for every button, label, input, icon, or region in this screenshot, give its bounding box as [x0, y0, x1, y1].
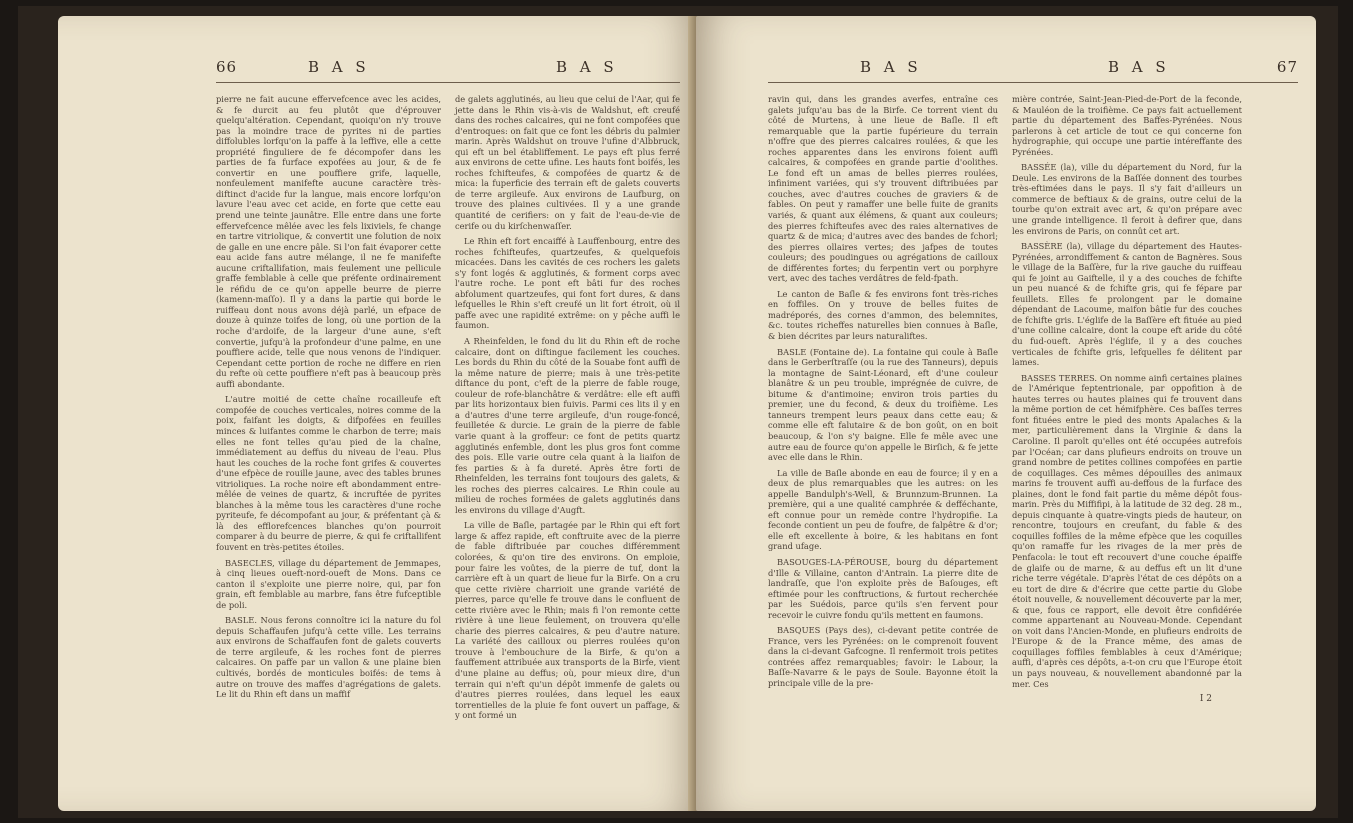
header-right-col1: B A S: [860, 58, 922, 76]
paragraph: Le Rhin eft fort encaiffé à Lauffenbourg, entre des roches fchifteufes, quartzeufes, & quelquefois micacées. Dans les cavités de ces rochers les galets s'y font logés & agglutinés, & forment corps avec l'autre roche. Le pont eft bâti fur des roches abfolument quartzeufes, qui font fort dures, & dans lefquelles le Rhin s'eft creufé un lit fort étroit, où il paffe avec une rapidité extrême: on y pêche auffi le faumon.: [455, 236, 680, 331]
entry-bassere: BASSÈRE (la), village du département des Hautes-Pyrénées, arrondiffement & canton de Bagnères. Sous le village de la Baſſère, fur la rive gauche du ruiffeau qui fe joint au Gaiftelle, il y a des couches de fchifte un peu nuancé & de fchifte gris, qui fe fépare par feuillets. Elles fe prolongent par le domaine dépendant de Lacoume, maifon bâtie fur des couches de fchifte gris. L'églife de la Baſſère eft fituée au pied d'une colline calcaire, dont la coupe eft aride du côté du fud-oueft. Après l'églife, il y a des couches verticales de fchifte gris, lefquelles fe délitent par lames.: [1012, 241, 1242, 368]
paragraph: pierre ne fait aucune effervefcence avec les acides, & fe durcit au feu plutôt que d'éprouver quelqu'altération. Cependant, quoiqu'on n'y trouve pas la moindre trace de pyrites ni de parties diffolubles lorfqu'on la paffe à la leffive, elle a cette propriété finguliere de fe décompofer dans les parties de fa furface expofées au jour, & de fe convertir en une pouffiere grife, laquelle, nonfeulement manifefte aucune caractère très-diftinct d'acide fur la langue, mais encore lorfqu'on lavure l'eau avec cet acide, en forte que cette eau prend une teinte jaunâtre. Elle entre dans une forte effervefcence mêlée avec les fels lixiviels, fe change en tartre vitriolique, & convertit une folution de noix de galle en une encre pâle. Si l'on fait évaporer cette eau acide fans autre mélange, il ne fe manifefte aucune criftallifation, mais feulement une pellicule graffe femblable à celle que préfente ordinairement le réfidu de ce qu'on appelle beurre de pierre (kamenn-maſſo). Il y a dans la partie qui borde le ruiffeau dont nous avons déjà parlé, un efpace de douze à quinze toifes de long, où une portion de la roche d'ardoife, de la largeur d'une aune, s'eft convertie, jufqu'à la profondeur d'une palme, en une pouffiere acide, telle que nous venons de l'indiquer. Cependant cette portion de roche ne differe en rien du refte où cette pouffiere n'eft pas à beaucoup près auffi abondante.: [216, 94, 441, 389]
paragraph: de galets agglutinés, au lieu que celui de l'Aar, qui fe jette dans le Rhin vis-à-vis de Waldshut, eft creufé dans des roches calcaires, qui ne font compofées que d'entroques: on fait que ce font les débris du palmier marin. Après Waldshut on trouve l'ufine d'Albbruck, qui eft un bel établiffement. Le pays eft plus ferré aux environs de cette ufine. Les hauts font boifés, les roches fchifteufes, & compofées de quartz & de mica: la fuperficie des terrain eft de galets couverts de terre argileufe. Aux environs de Laufburg, on trouve des plaines cultivées. Il y a une grande quantité de cerifiers: on y fait de l'eau-de-vie de cerife ou du kirſchenwaſſer.: [455, 94, 680, 231]
right-page-col1: [768, 94, 998, 705]
signature-mark: I 2: [1199, 694, 1212, 705]
paragraph: A Rheinfelden, le fond du lit du Rhin eft de roche calcaire, dont on diftingue facilement les couches. Les bords du Rhin du côté de la Souabe font auffi de la même nature de pierre; mais à une très-petite diftance du pont, c'eft de la pierre de fable rouge, couleur de rofe-blanchâtre & verdâtre: elle eft auffi par lits horizontaux bien fuivis. Parmi ces lits il y en a d'autres d'une terre argileufe, d'un rouge-foncé, feuilletée & durcie. Le grain de la pierre de fable varie quant à la groffeur: ce font de petits quartz agglutinés enfemble, dont les plus gros font comme des pois. Elle varie outre cela quant à la liaifon de fes parties & à fa dureté. Après être forti de Rheinfelden, les terrains font toujours des galets, & les roches des pierres calcaires. Le Rhin coule au milieu de roches formées de galets agglutinés dans les environs du village d'Augft.: [455, 336, 680, 515]
page-number-right: 67: [1276, 58, 1298, 76]
page-number-left: 66: [216, 58, 238, 76]
left-page-col1: [216, 94, 441, 726]
right-page: [696, 16, 1316, 811]
header-rule: [216, 82, 680, 83]
left-columns: [216, 94, 680, 726]
paragraph: mière contrée, Saint-Jean-Pied-de-Port de la feconde, & Mauléon de la troifième. Ce pays fait actuellement partie du département des Baffes-Pyrénées. Nous parlerons à cet article de tout ce qui concerne fon hydrographie, qui occupe une partie intéreffante des Pyrénées.: [1012, 94, 1242, 157]
header-left-col1: B A S: [308, 58, 370, 76]
entry-basle-fontaine: BASLE (Fontaine de). La fontaine qui coule à Baſle dans le Gerberſtraſſe (ou la rue des Tanneurs), depuis la montagne de Saint-Léonard, eft d'une couleur blanâtre & un peu trouble, imprégnée de cuivre, de bitume & d'antimoine; environ trois parties du premier, une du fecond, & deux du troifième. Les tanneurs trempent leurs peaux dans cette eau; & comme elle eft falutaire & de bon goût, on en boit beaucoup, & l'on s'y baigne. Elle fe mêle avec une autre eau de fource qu'on appelle le Birſich, & fe jette avec elle dans le Rhin.: [768, 346, 998, 463]
header-left-col2: B A S: [556, 58, 618, 76]
paragraph: L'autre moitié de cette chaîne rocailleufe eft compofée de couches verticales, noires comme de la poix, faifant les doigts, & difpofées en feuilles minces & luifantes comme le charbon de terre; mais elles ne font telles qu'au pied de la chaîne, immédiatement au deffus du niveau de l'eau. Plus haut les couches de la roche font grifes & couvertes d'une efpèce de rouille jaune, avec des tables brunes vitrioliques. La roche noire eft abondamment entre-mêlée de veines de quartz, & incruftée de pyrites blanches à la même tous les caractères d'une roche pyriteufe, fe décompofant au jour, & préfentant çà & là des efflorefcences blanches qu'on pourroit comparer à du beurre de pierre, & qui fe criftallifent fouvent en très-petites étoiles.: [216, 394, 441, 552]
right-page-col2: [1012, 94, 1242, 705]
right-running-header: [768, 58, 1298, 84]
header-rule: [768, 82, 1298, 83]
paragraph: La ville de Baſle abonde en eau de fource; il y en a deux de plus remarquables que les autres: on les appelle Bandulph's-Well, & Brunnzum-Brunnen. La première, qui a une qualité camphrée & defféchante, eft connue pour un remède contre l'hydropifie. La feconde contient un peu de foufre, de falpêtre & d'or; elle eft excellente à boire, & les habitans en font grand ufage.: [768, 467, 998, 552]
entry-basecles: BASECLES, village du département de Jemmapes, à cinq lieues oueft-nord-oueft de Mons. Dans ce canton il s'exploite une pierre noire, qui, par fon grain, eft femblable au marbre, fans être fufceptible de poli.: [216, 557, 441, 610]
entry-basques: BASQUES (Pays des), ci-devant petite contrée de France, vers les Pyrénées: on le comprenoit fouvent dans la ci-devant Gafcogne. Il renfermoit trois petites contrées affez remarquables; favoir: le Labour, la Baſſe-Navarre & le pays de Soule. Bayonne étoit la principale ville de la pre-: [768, 625, 998, 688]
right-columns: [768, 94, 1298, 705]
left-running-header: [216, 58, 680, 84]
left-page: [58, 16, 698, 811]
entry-bassee: BASSÉE (la), ville du département du Nord, fur la Deule. Les environs de la Baſſée donnent des tourbes très-eftimées dans le pays. Il s'y fait d'ailleurs un commerce de beftiaux & de grains, outre celui de la tourbe qu'on extrait avec art, & qu'on prépare avec une grande intelligence. Il feroit à defirer que, dans les environs de Paris, on connût cet art.: [1012, 162, 1242, 236]
paragraph: Le canton de Baſle & fes environs font très-riches en foffiles. On y trouve de belles fuites de madréporés, des cornes d'ammon, des belemnites, &c. toutes richeffes naturelles bien connues à Baſle, & bien décrites par leurs naturaliftes.: [768, 288, 998, 342]
paragraph: La ville de Baſle, partagée par le Rhin qui eft fort large & affez rapide, eft conftruite avec de la pierre de fable diftribuée par couches différemment colorées, & qu'on tire des environs. On emploie, pour faire les voûtes, de la pierre de tuf, dont la carrière eft à un quart de lieue fur la Birfe. On a cru que cette rivière charrioit une grande variété de pierres, parce qu'elle fe trouve dans le confluent de cette rivière avec le Rhin; mais fi l'on remonte cette rivière à une lieue feulement, on trouvera qu'elle charie des pierres calcaires, & peu d'autre nature. La variété des cailloux ou pierres roulées qu'on trouve à l'embouchure de la Birfe, & qu'on a fauffement attribuée aux transports de la Birfe, vient d'une plaine au deffus; où, pour mieux dire, d'un terrain qui n'eft qu'un dépôt immenfe de galets ou d'autres pierres roulées, dans lequel les eaux torrentielles de la pluie fe font ouvert un paffage, & y ont formé un: [455, 520, 680, 721]
entry-basouges: BASOUGES-LA-PÉROUSE, bourg du département d'Ille & Villaine, canton d'Antrain. La pierre dite de landraſſe, que l'on exploite près de Baſouges, eft eftimée pour les conftructions, & furtout recherchée par les Suédois, parce qu'ils s'en fervent pour recevoir le cuivre fondu qu'ils mettent en faumons.: [768, 556, 998, 620]
header-right-col2: B A S: [1108, 58, 1170, 76]
open-book: [18, 6, 1338, 818]
left-page-col2: [455, 94, 680, 726]
entry-basses-terres: BASSES TERRES. On nomme ainfi certaines plaines de l'Amérique feptentrionale, par oppofition à de hautes terres ou hautes plaines qui fe trouvent dans la même portion de cet hémifphère. Ces baſſes terres font fituées entre le pied des monts Apalaches & la mer, particulièrement dans la Virginie & dans la Caroline. Il paroît qu'elles ont été occupées autrefois par l'Océan; car dans plufieurs endroits on trouve un grand nombre de petites collines compofées en partie de coquillages. Ces mêmes dépouilles des animaux marins fe trouvent auffi au-deffous de la furface des plaines, dont le fond fait partie du même dépôt fous-marin. Près du Miffifipi, à la latitude de 32 deg. 28 m., depuis cinquante à quatre-vingts pieds de hauteur, on rencontre, toujours en creufant, du fable & des coquilles foffiles de la même efpèce que les coquilles qu'on ramaffe fur les rivages de la mer près de Penfacola: le tout eft recouvert d'une couche épaiffe de glaife ou de marne, & au deffus eft un lit d'une riche terre végétale. D'après l'état de ces dépôts on a eu tort de dire & d'écrire que cette partie du Globe étoit nouvelle, & nouvellement découverte par la mer, & que, fous ce rapport, elle devoit être confidérée comme appartenant au Nouveau-Monde. Cependant on voit dans l'Ancien-Monde, en plufieurs endroits de l'Europe & de la France même, des amas de coquillages foffiles femblables à ceux d'Amérique; auffi, d'après ces dépôts, a-t-on cru que l'Europe étoit un pays nouveau, & nouvellement abandonné par la mer. Ces: [1012, 372, 1242, 689]
entry-basle: BASLE. Nous ferons connoître ici la nature du fol depuis Schaffaufen jufqu'à cette ville. Les terrains aux environs de Schaffaufen font de galets couverts de terre argileufe, & les roches font de pierres calcaires. On paffe par un vallon & une plaine bien cultivés, bordés de monticules boifés: de tems à autre on trouve des maffes d'agrégations de galets. Le lit du Rhin eft dans un maffif: [216, 615, 441, 700]
paragraph: ravin qui, dans les grandes averfes, entraîne ces galets jufqu'au bas de la Birfe. Ce torrent vient du côté de Murtens, à une lieue de Baſle. Il eft remarquable que la partie fupérieure du terrain n'offre que des pierres calcaires roulées, & que les roches apparentes dans les environs foient auffi calcaires, & compofées en grande partie d'oolithes. Le fond eft un amas de belles pierres roulées, infiniment variées, qui s'y trouvent diftribuées par couches, avec d'autres couches de graviers & de fables. On peut y ramaffer une belle fuite de granits variés, & quant aux élémens, & quant aux couleurs; des pierres fchifteufes avec des raies alternatives de quartz & de mica; d'autres avec des bandes de fchorl; des pierres ollaires vertes; des jafpes de toutes couleurs; des poudingues ou agrégations de cailloux de différentes fortes; du ferpentin vert ou porphyre vert, avec des taches verdâtres de feld-fpath.: [768, 94, 998, 284]
